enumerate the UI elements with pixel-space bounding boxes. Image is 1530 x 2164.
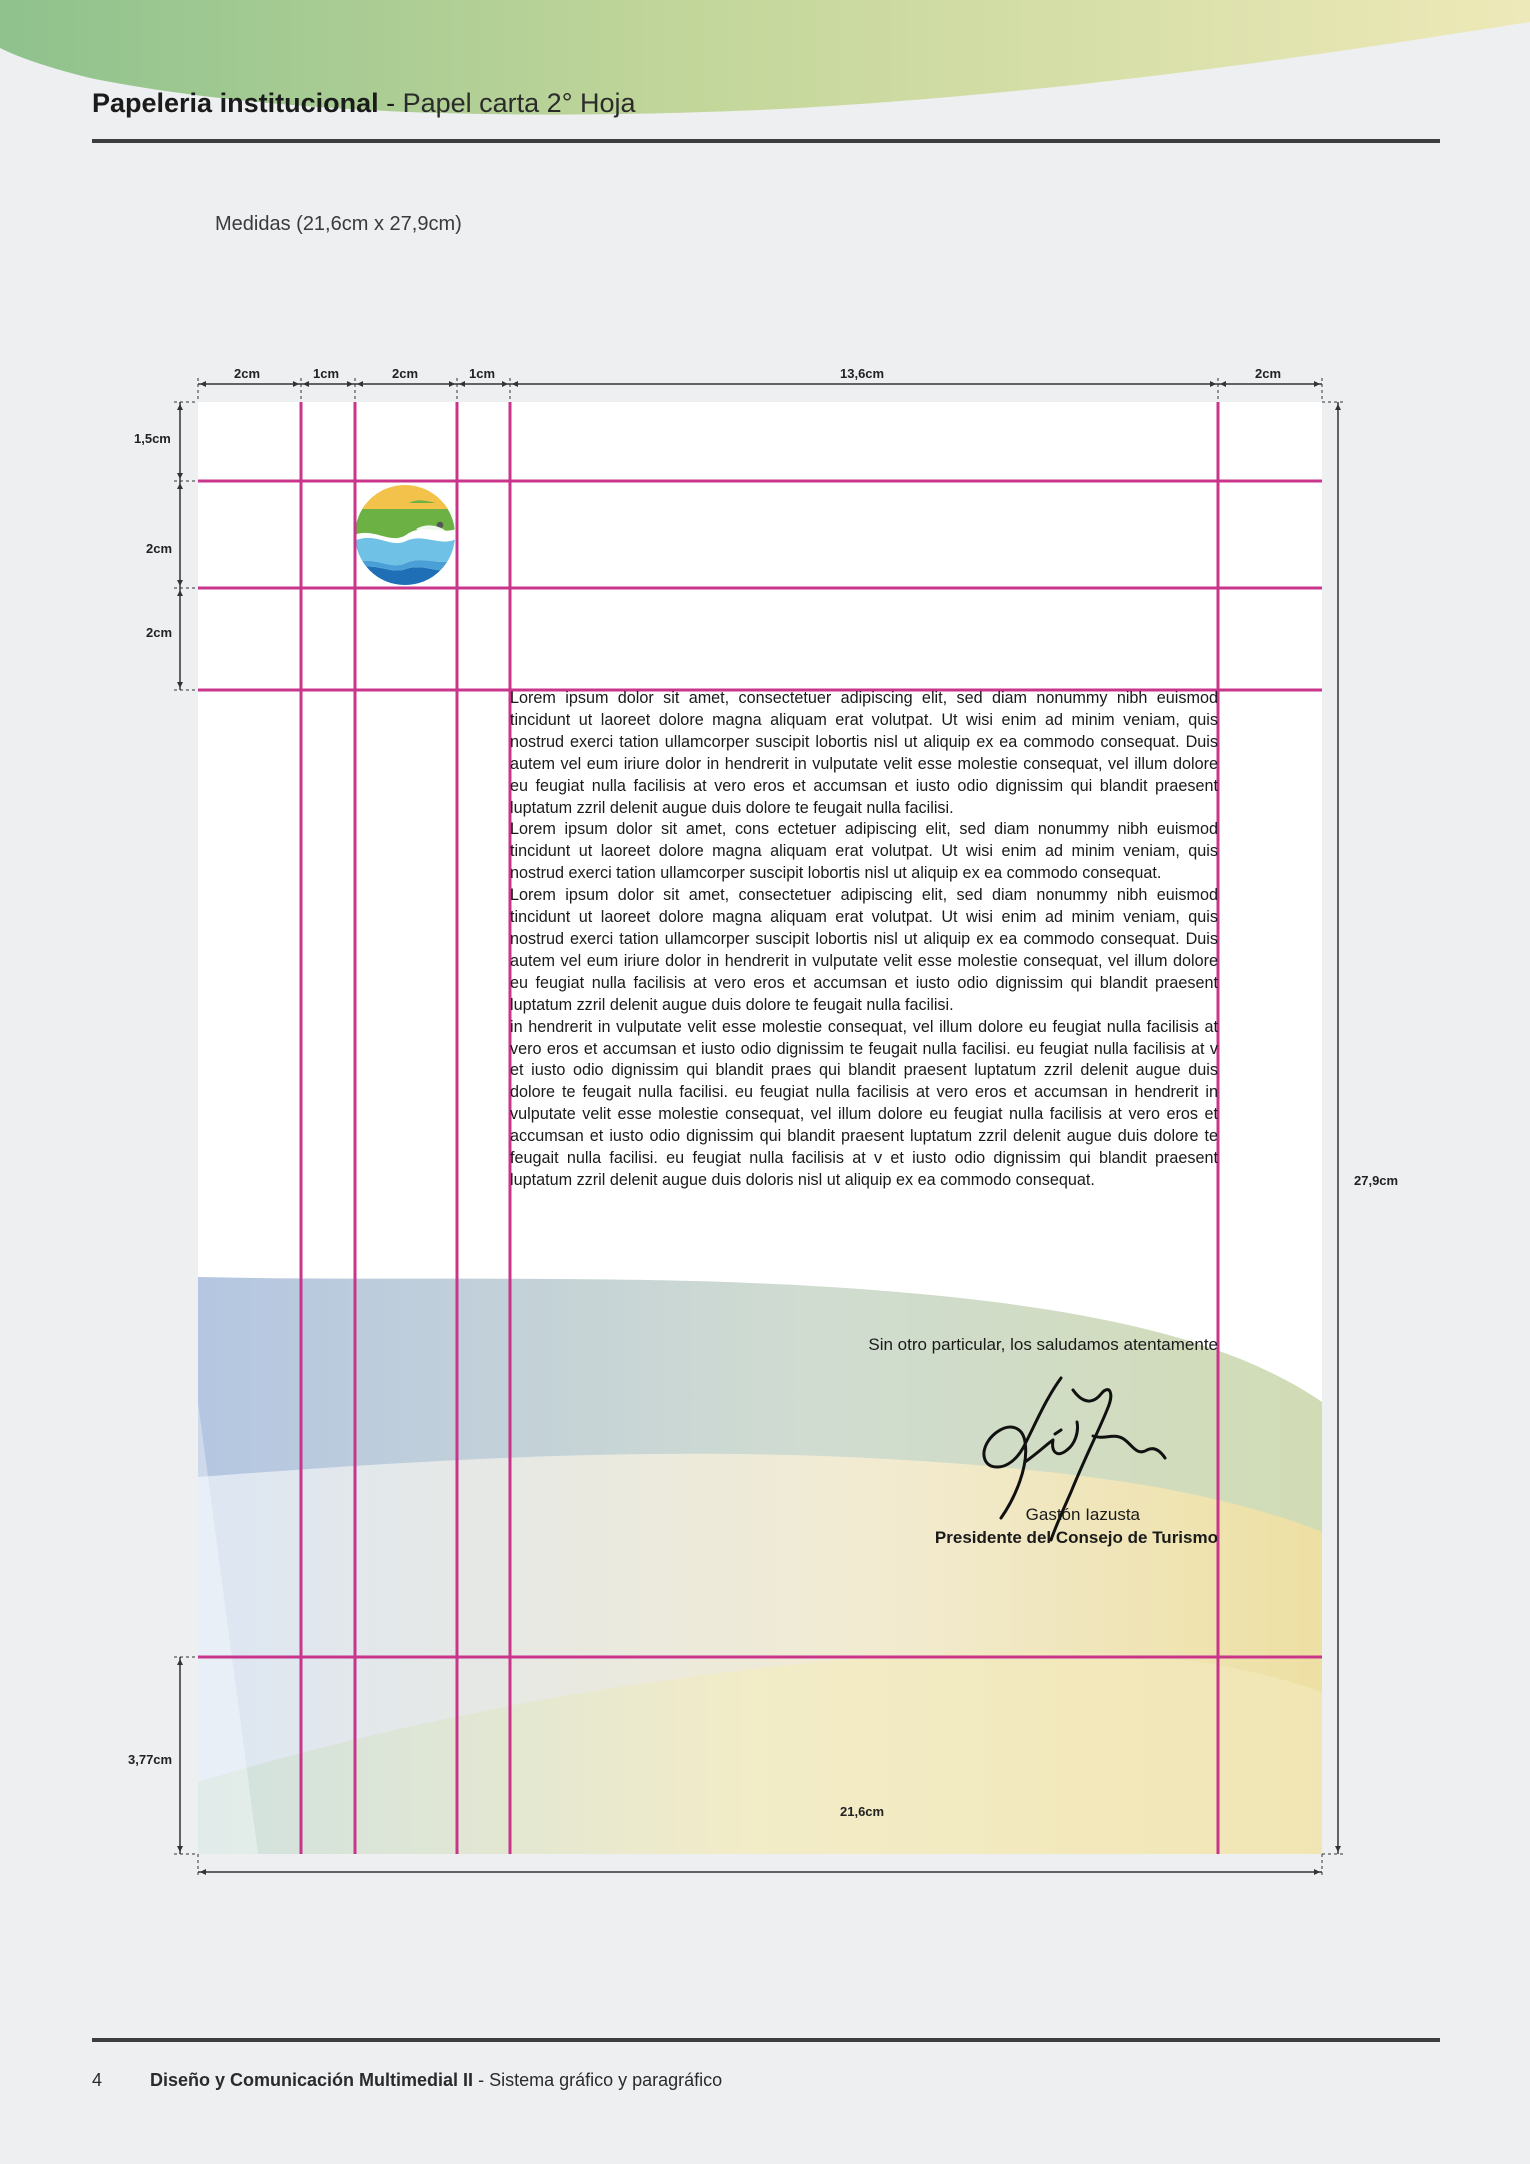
paragraph: Lorem ipsum dolor sit amet, consectetuer adipiscing elit, sed diam nonummy nibh euismod tincidunt ut laoreet dolore magna aliquam erat volutpat. Ut wisi enim ad minim veniam, quis nostrud exerci tation ullamcorper suscipit lobortis nisl ut aliquip ex ea commodo consequat. Duis autem vel eum iriure dolor in hendrerit in vulputate velit esse molestie consequat, vel illum dolore eu feugiat nulla facilisis at vero eros et accumsan et iusto odio dignissim qui blandit praesent luptatum zzril delenit augue duis dolore te feugait nulla facilisi.: [510, 689, 1218, 817]
page-title: [92, 88, 636, 119]
measurements-caption: Medidas (21,6cm x 27,9cm): [215, 213, 462, 235]
tourism-logo: [354, 483, 456, 587]
footer-course: Diseño y Comunicación Multimedial II: [150, 2070, 474, 2090]
footer-topic: Sistema gráfico y paragráfico: [489, 2070, 723, 2090]
signer-role: Presidente del Consejo de Turismo: [934, 1528, 1218, 1547]
paragraph: in hendrerit in vulputate velit esse molestie consequat, vel illum dolore eu feugiat nulla facilisis at vero eros et accumsan et iusto odio dignissim te feugait nulla facilisi. eu feugiat nulla facilisis at v et iusto odio dignissim qui blandit praes qui blandit praesent luptatum zzril delenit augue duis dolore te feugait nulla facilisi. eu feugiat nulla facilisis at vero eros et accumsan in hendrerit in vulputate velit esse molestie consequat, vel illum dolore eu feugiat nulla facilisis at vero eros et accumsan et iusto odio dignissim qui blandit praesent luptatum zzril delenit augue duis dolore te feugait nulla facilisi. eu feugiat nulla facilisis at v et iusto odio dignissim qui blandit praesent luptatum zzril delenit augue duis doloris nisl ut aliquip ex ea commodo consequat.: [510, 1017, 1218, 1189]
dim-top-margin-left: 2cm: [234, 366, 261, 381]
dim-bottom-width: 21,6cm: [840, 1804, 885, 1819]
signer-name: Gastón Iazusta: [1025, 1505, 1140, 1524]
letter-body: [510, 688, 1218, 1192]
dim-left-spacing: 2cm: [146, 625, 173, 640]
dim-left-bottom-margin: 3,77cm: [128, 1752, 173, 1767]
dim-left-top-margin: 1,5cm: [134, 431, 171, 446]
dim-top-gutter-2: 1cm: [469, 366, 496, 381]
dim-top-logo-column: 2cm: [392, 366, 419, 381]
paragraph: Lorem ipsum dolor sit amet, cons ectetuer adipiscing elit, sed diam nonummy nibh euismod tincidunt ut laoreet dolore magna aliquam erat volutpat. Ut wisi enim ad minim veniam, quis nostrud exerci tation ullamcorper suscipit lobortis nisl ut aliquip ex ea commodo consequat.: [510, 820, 1218, 883]
title-light: Papel carta 2° Hoja: [402, 88, 636, 118]
footer-text: [150, 2070, 722, 2091]
header-rule: [92, 139, 1440, 143]
page-number: 4: [92, 2070, 103, 2090]
paragraph: Lorem ipsum dolor sit amet, consectetuer adipiscing elit, sed diam nonummy nibh euismod tincidunt ut laoreet dolore magna aliquam erat volutpat. Ut wisi enim ad minim veniam, quis nostrud exerci tation ullamcorper suscipit lobortis nisl ut aliquip ex ea commodo consequat. Duis autem vel eum iriure dolor in hendrerit in vulputate velit esse molestie consequat, vel illum dolore eu feugiat nulla facilisis at vero eros et accumsan et iusto odio dignissim qui blandit praesent luptatum zzril delenit augue duis dolore te feugait nulla facilisi.: [510, 886, 1218, 1014]
header-wave-decoration: [0, 0, 1530, 140]
dim-left-logo-band: 2cm: [146, 541, 173, 556]
footer-separator: -: [473, 2070, 490, 2090]
title-bold: Papeleria institucional: [92, 88, 379, 118]
closing-line: Sin otro particular, los saludamos atentamente: [868, 1335, 1218, 1354]
title-separator: -: [378, 88, 403, 118]
dim-top-margin-right: 2cm: [1255, 366, 1282, 381]
dim-right-height: 27,9cm: [1354, 1173, 1399, 1188]
dim-top-text-column: 13,6cm: [840, 366, 885, 381]
footer-rule: [92, 2038, 1440, 2042]
dim-top-gutter-1: 1cm: [313, 366, 340, 381]
